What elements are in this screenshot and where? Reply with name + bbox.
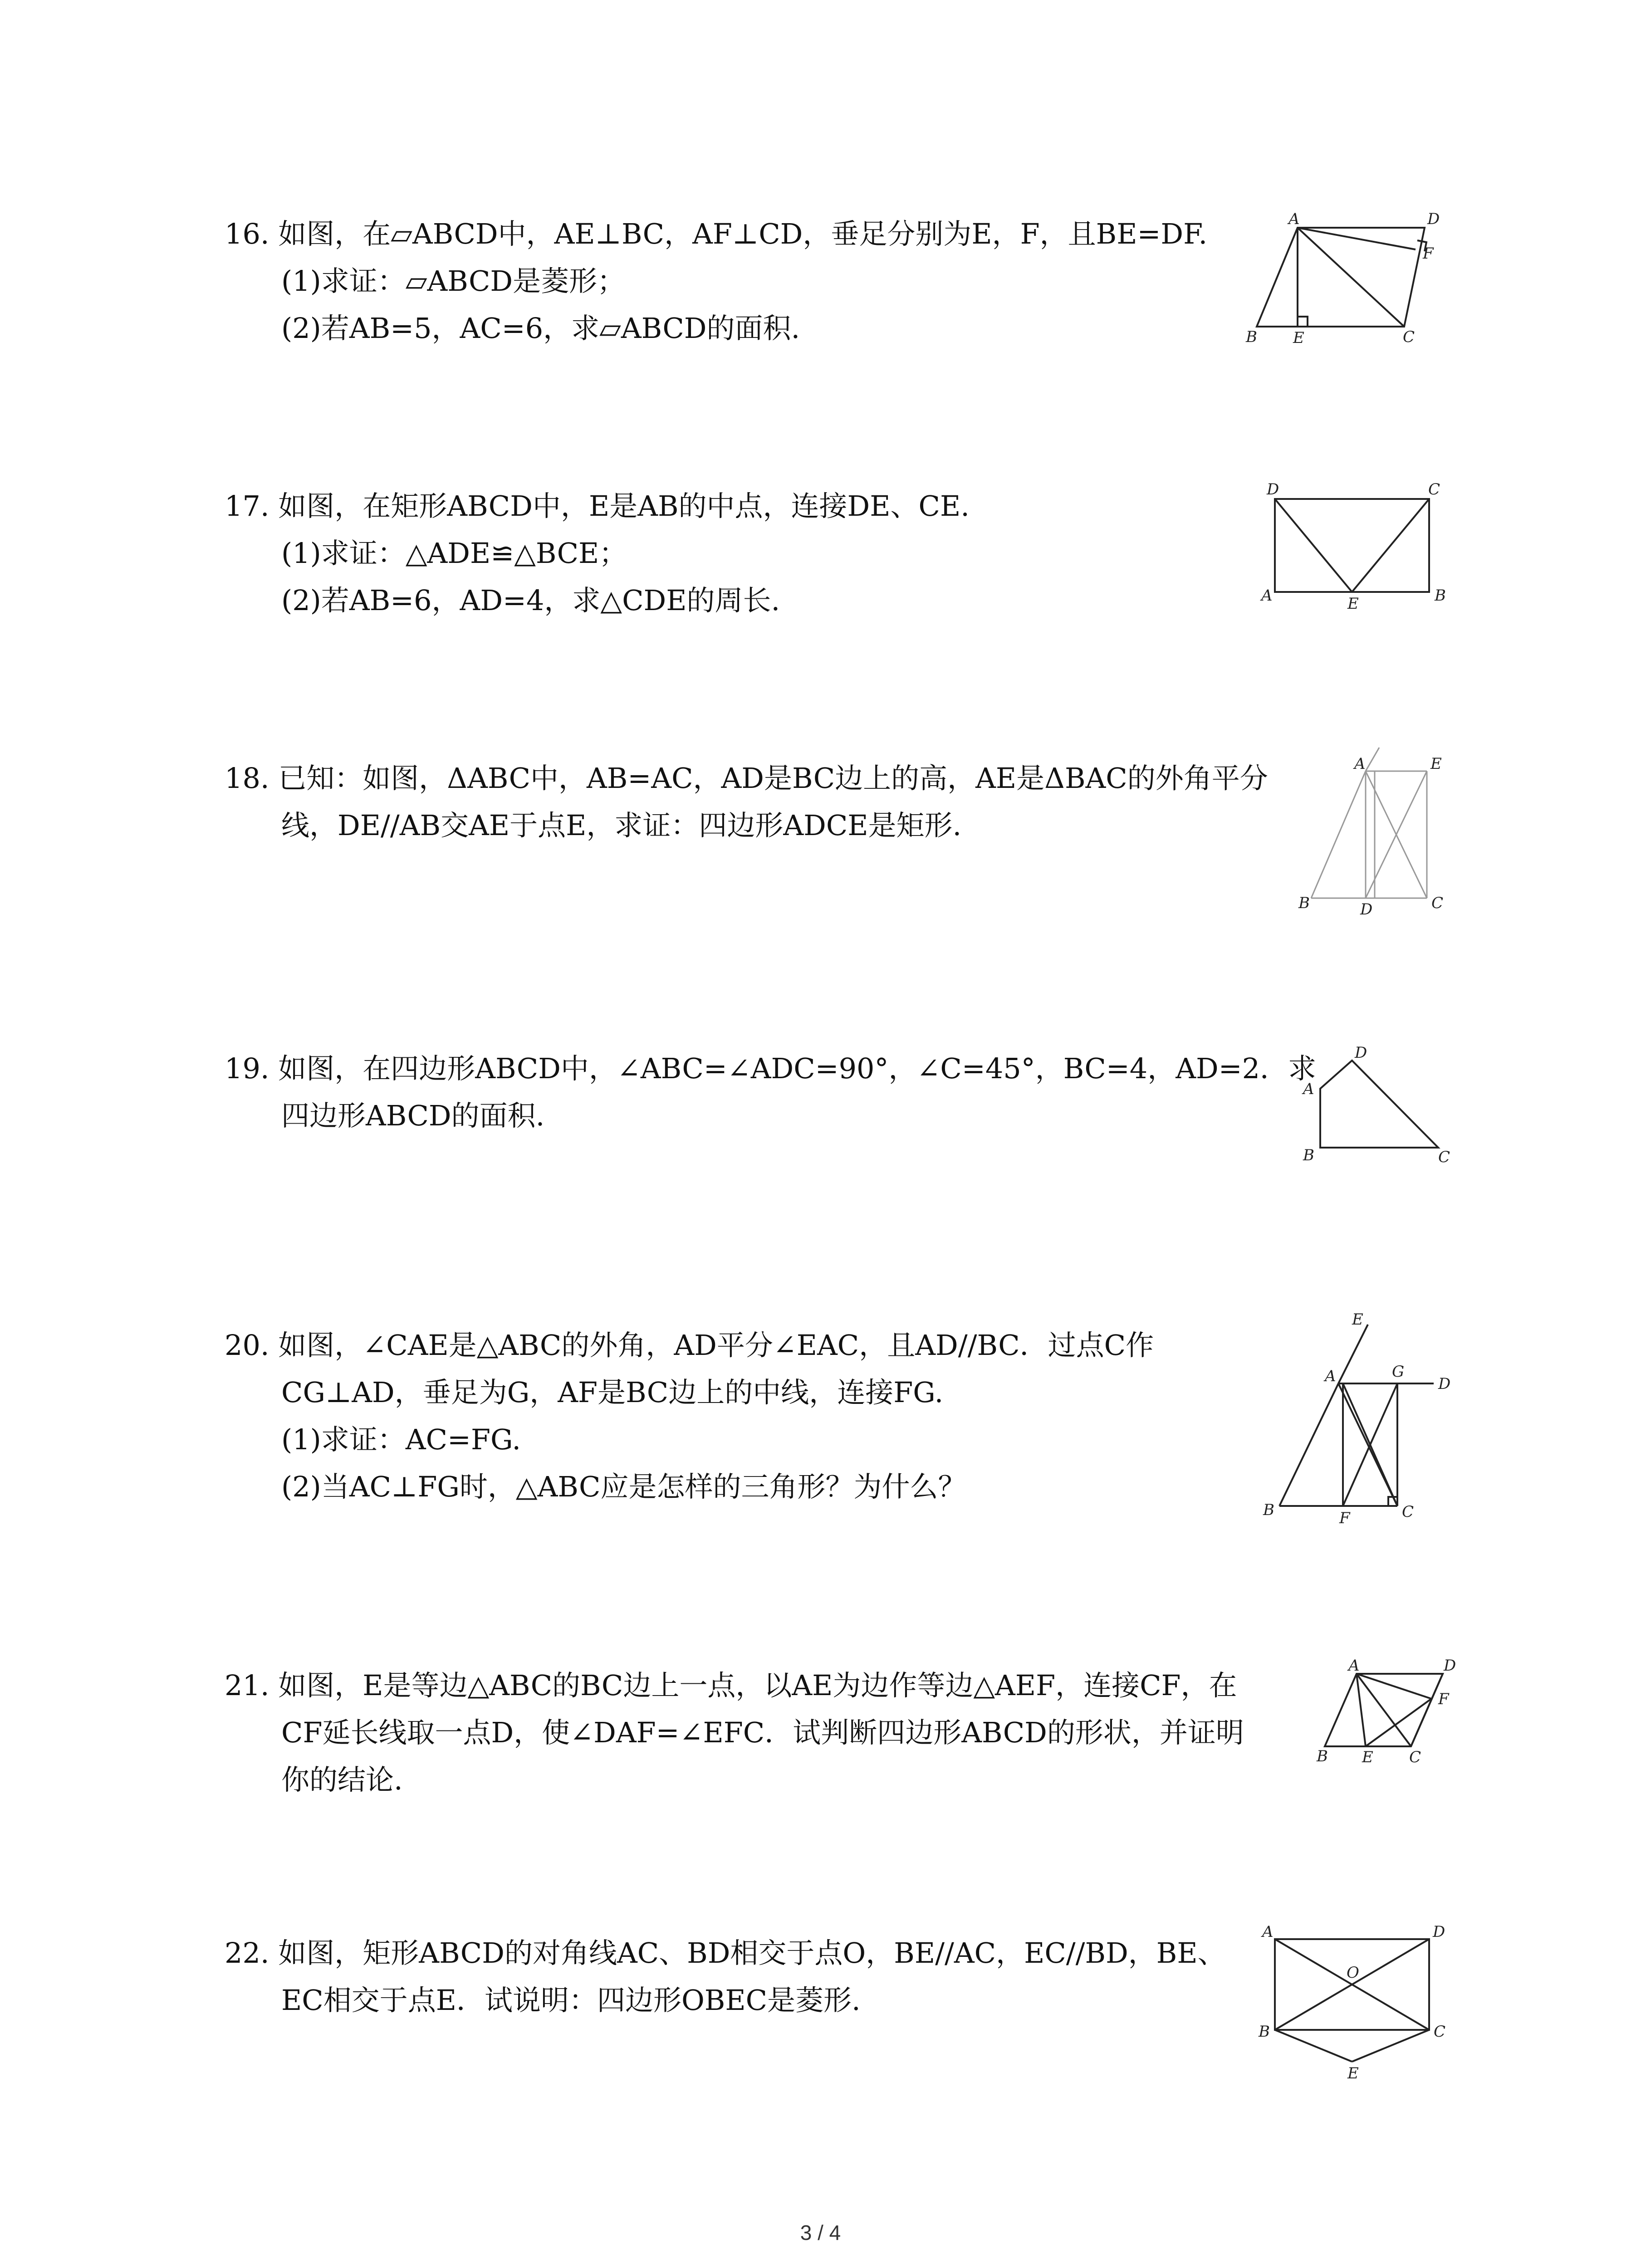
problem-16-line-1: 16. 如图，在▱ABCD中，AE⊥BC，AF⊥CD，垂足分别为E，F，且BE=DF. bbox=[225, 217, 1208, 250]
label-C: C bbox=[1431, 894, 1444, 912]
label-B: B bbox=[1435, 587, 1446, 605]
label-B: B bbox=[1263, 1501, 1274, 1519]
problem-16 bbox=[225, 210, 1268, 352]
label-C: C bbox=[1403, 328, 1415, 346]
problem-21-line-1: 21. 如图，E是等边△ABC的BC边上一点，以AE为边作等边△AEF，连接CF，在 bbox=[225, 1669, 1237, 1702]
problem-17-line-3: (2)若AB=6，AD=4，求△CDE的周长. bbox=[281, 584, 780, 617]
label-A: A bbox=[1303, 1080, 1314, 1098]
figure-20 bbox=[1252, 1310, 1461, 1529]
figure-21 bbox=[1307, 1653, 1461, 1771]
label-C: C bbox=[1438, 1148, 1450, 1166]
label-O: O bbox=[1347, 1964, 1359, 1982]
label-E: E bbox=[1362, 1748, 1373, 1766]
problem-18 bbox=[225, 755, 1268, 849]
label-D: D bbox=[1438, 1375, 1451, 1393]
label-A: A bbox=[1354, 755, 1366, 773]
problem-18-line-2: 线，DE//AB交AE于点E，求证：四边形ADCE是矩形. bbox=[281, 809, 962, 842]
label-D: D bbox=[1444, 1657, 1456, 1675]
label-D: D bbox=[1267, 480, 1279, 499]
problem-17 bbox=[225, 483, 1268, 624]
label-D: D bbox=[1433, 1923, 1445, 1941]
label-F: F bbox=[1423, 244, 1434, 263]
problem-22-line-1: 22. 如图，矩形ABCD的对角线AC、BD相交于点O，BE//AC，EC//BD，BE、 bbox=[225, 1936, 1226, 1970]
problem-16-line-2: (1)求证：▱ABCD是菱形； bbox=[281, 264, 626, 298]
problem-20 bbox=[225, 1322, 1268, 1510]
label-C: C bbox=[1428, 480, 1440, 499]
label-E: E bbox=[1430, 755, 1442, 773]
figure-17 bbox=[1257, 476, 1456, 612]
figure-18 bbox=[1293, 744, 1456, 921]
label-D: D bbox=[1360, 900, 1373, 919]
page-number: 3 / 4 bbox=[800, 2221, 841, 2244]
label-B: B bbox=[1298, 894, 1310, 912]
problem-17-line-2: (1)求证：△ADE≌△BCE； bbox=[281, 537, 627, 570]
problem-22-line-2: EC相交于点E．试说明：四边形OBEC是菱形. bbox=[281, 1984, 861, 2017]
label-B: B bbox=[1317, 1747, 1328, 1765]
label-B: B bbox=[1246, 328, 1257, 346]
problem-19-line-2: 四边形ABCD的面积. bbox=[281, 1099, 545, 1132]
label-F: F bbox=[1339, 1509, 1350, 1527]
label-C: C bbox=[1402, 1503, 1414, 1521]
label-E: E bbox=[1347, 595, 1359, 613]
label-G: G bbox=[1392, 1363, 1405, 1381]
label-A: A bbox=[1325, 1367, 1336, 1385]
label-A: A bbox=[1348, 1657, 1360, 1675]
label-C: C bbox=[1434, 2023, 1446, 2041]
problem-16-line-3: (2)若AB=5，AC=6，求▱ABCD的面积. bbox=[281, 312, 800, 345]
label-B: B bbox=[1259, 2023, 1270, 2041]
problem-21 bbox=[225, 1662, 1268, 1804]
problem-19-line-1: 19. 如图，在四边形ABCD中，∠ABC=∠ADC=90°，∠C=45°，BC=4，AD=2．求 bbox=[225, 1052, 1317, 1085]
problem-20-line-4: (2)当AC⊥FG时，△ABC应是怎样的三角形？为什么？ bbox=[281, 1470, 966, 1503]
problem-22 bbox=[225, 1930, 1268, 2024]
figure-22 bbox=[1252, 1919, 1461, 2082]
problem-20-line-2: CG⊥AD，垂足为G，AF是BC边上的中线，连接FG. bbox=[281, 1376, 944, 1409]
label-A: A bbox=[1288, 210, 1300, 228]
label-A: A bbox=[1261, 587, 1273, 605]
problem-18-line-1: 18. 已知：如图，ΔABC中，AB=AC，AD是BC边上的高，AE是ΔBAC的外角平分 bbox=[225, 762, 1268, 795]
label-B: B bbox=[1303, 1146, 1314, 1164]
figure-19 bbox=[1293, 1039, 1456, 1170]
problem-19 bbox=[225, 1045, 1317, 1139]
label-E: E bbox=[1347, 2064, 1359, 2082]
problem-20-line-3: (1)求证：AC=FG. bbox=[281, 1423, 521, 1456]
problem-20-line-1: 20. 如图，∠CAE是△ABC的外角，AD平分∠EAC，且AD//BC．过点C作 bbox=[225, 1329, 1154, 1362]
label-A: A bbox=[1262, 1923, 1274, 1941]
problem-21-line-2: CF延长线取一点D，使∠DAF=∠EFC．试判断四边形ABCD的形状，并证明 bbox=[281, 1716, 1244, 1749]
problem-21-line-3: 你的结论. bbox=[281, 1763, 403, 1796]
label-E: E bbox=[1352, 1310, 1363, 1329]
label-C: C bbox=[1409, 1748, 1421, 1766]
label-E: E bbox=[1293, 329, 1304, 347]
label-D: D bbox=[1355, 1044, 1367, 1062]
figure-16 bbox=[1243, 204, 1461, 354]
problem-17-line-1: 17. 如图，在矩形ABCD中，E是AB的中点，连接DE、CE. bbox=[225, 489, 970, 523]
label-D: D bbox=[1427, 210, 1440, 228]
label-F: F bbox=[1438, 1690, 1449, 1708]
